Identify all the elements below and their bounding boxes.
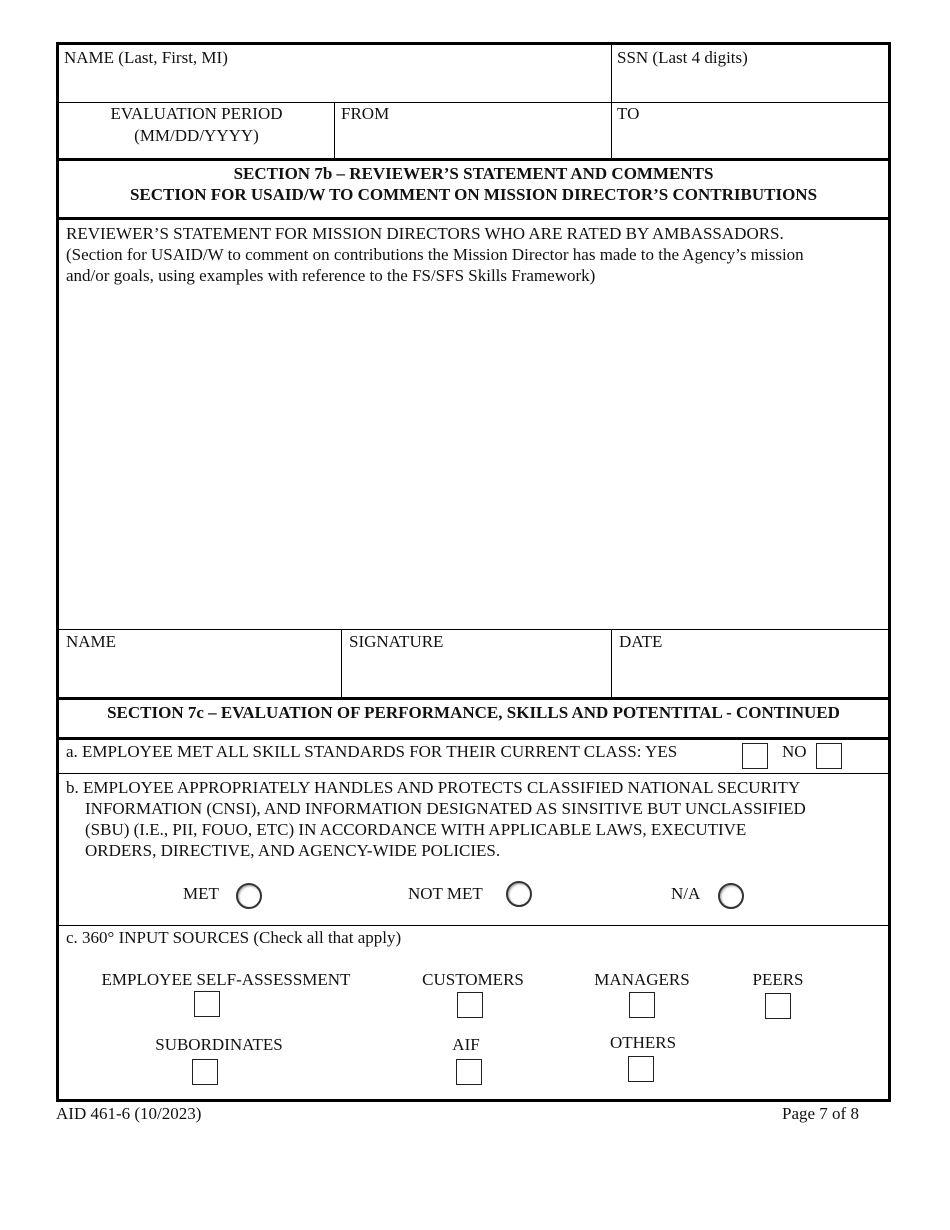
others-label: OTHERS [609, 1033, 677, 1052]
aif-label: AIF [452, 1035, 480, 1054]
subordinates-label: SUBORDINATES [155, 1035, 283, 1054]
others-checkbox[interactable] [628, 1056, 654, 1082]
divider [59, 697, 888, 700]
section-7c-title: SECTION 7c – EVALUATION OF PERFORMANCE, SKILLS AND POTENTITAL - CONTINUED [107, 703, 840, 722]
peers-label: PEERS [752, 970, 804, 989]
skill-standards-yes-checkbox[interactable] [742, 743, 768, 769]
divider [341, 629, 342, 698]
item-a-label: a. EMPLOYEE MET ALL SKILL STANDARDS FOR THEIR CURRENT CLASS: YES [66, 742, 678, 761]
na-label: N/A [671, 884, 701, 903]
section-7b-title: SECTION 7b – REVIEWER’S STATEMENT AND COMMENTS [233, 164, 714, 183]
signature-field[interactable] [343, 652, 610, 696]
not-met-label: NOT MET [408, 884, 483, 903]
divider [59, 773, 888, 774]
peers-checkbox[interactable] [765, 993, 791, 1019]
customers-label: CUSTOMERS [422, 970, 524, 989]
met-radio[interactable] [236, 883, 262, 909]
page-number: Page 7 of 8 [782, 1104, 859, 1123]
not-met-radio[interactable] [506, 881, 532, 907]
eval-period-label: EVALUATION PERIOD [110, 104, 283, 123]
ssn-label: SSN (Last 4 digits) [617, 48, 748, 67]
from-label: FROM [341, 104, 390, 123]
name-field[interactable] [59, 68, 611, 100]
section-7b-subtitle: SECTION FOR USAID/W TO COMMENT ON MISSION DIRECTOR’S CONTRIBUTIONS [129, 185, 818, 204]
divider [59, 737, 888, 740]
item-b-line-4: ORDERS, DIRECTIVE, AND AGENCY-WIDE POLICIES. [85, 841, 501, 860]
to-date-field[interactable] [613, 124, 887, 156]
reviewer-name-label: NAME [66, 632, 117, 651]
self-assessment-label: EMPLOYEE SELF-ASSESSMENT [101, 970, 351, 989]
na-radio[interactable] [718, 883, 744, 909]
met-label: MET [183, 884, 219, 903]
form-id: AID 461-6 (10/2023) [56, 1104, 202, 1123]
reviewer-statement-instructions-cont: and/or goals, using examples with reference to the FS/SFS Skills Framework) [66, 266, 596, 285]
divider [59, 217, 888, 220]
eval-period-format: (MM/DD/YYYY) [134, 126, 259, 145]
aif-checkbox[interactable] [456, 1059, 482, 1085]
date-field[interactable] [613, 652, 887, 696]
reviewer-name-field[interactable] [60, 652, 340, 696]
divider [59, 925, 888, 926]
date-label: DATE [619, 632, 663, 651]
item-b-line-3: (SBU) (I.E., PII, FOUO, ETC) IN ACCORDANCE WITH APPLICABLE LAWS, EXECUTIVE [85, 820, 747, 839]
managers-label: MANAGERS [594, 970, 690, 989]
divider [611, 45, 612, 103]
item-a-no-label: NO [782, 742, 807, 761]
reviewer-statement-instructions: (Section for USAID/W to comment on contributions the Mission Director has made to the Agency’s mission [66, 245, 804, 264]
subordinates-checkbox[interactable] [192, 1059, 218, 1085]
ssn-field[interactable] [613, 68, 887, 100]
divider [334, 102, 335, 159]
from-date-field[interactable] [336, 124, 610, 156]
divider [59, 629, 888, 630]
item-b-line-1: b. EMPLOYEE APPROPRIATELY HANDLES AND PROTECTS CLASSIFIED NATIONAL SECURITY [66, 778, 801, 797]
reviewer-comments-textarea[interactable] [60, 290, 887, 626]
skill-standards-no-checkbox[interactable] [816, 743, 842, 769]
item-c-label: c. 360° INPUT SOURCES (Check all that apply) [66, 928, 402, 947]
signature-label: SIGNATURE [349, 632, 444, 651]
divider [611, 629, 612, 698]
self-assessment-checkbox[interactable] [194, 991, 220, 1017]
reviewer-statement-heading: REVIEWER’S STATEMENT FOR MISSION DIRECTORS WHO ARE RATED BY AMBASSADORS. [66, 224, 784, 243]
customers-checkbox[interactable] [457, 992, 483, 1018]
divider [611, 102, 612, 159]
managers-checkbox[interactable] [629, 992, 655, 1018]
name-label: NAME (Last, First, MI) [64, 48, 228, 67]
item-b-line-2: INFORMATION (CNSI), AND INFORMATION DESIGNATED AS SINSITIVE BUT UNCLASSIFIED [85, 799, 806, 818]
to-label: TO [617, 104, 640, 123]
divider [59, 158, 888, 161]
